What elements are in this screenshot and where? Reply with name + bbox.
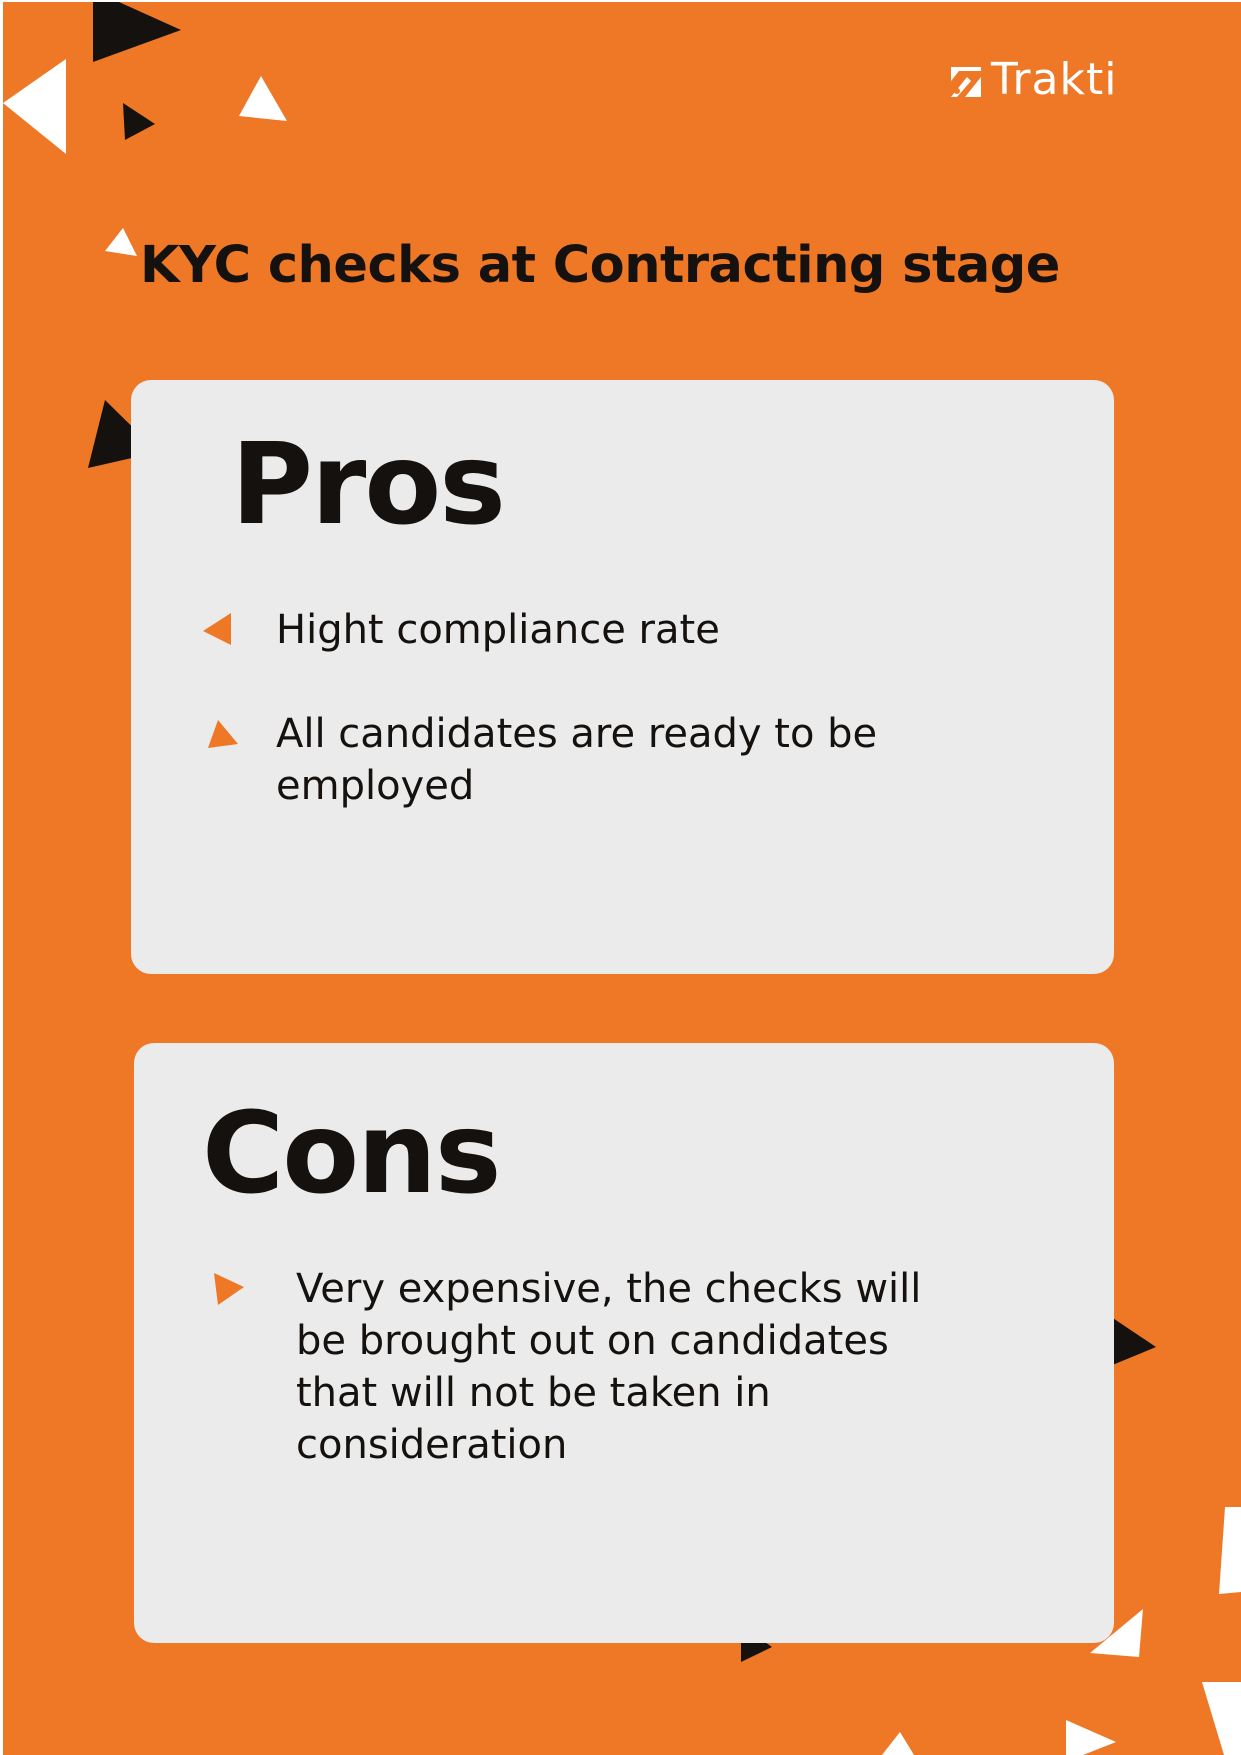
triangle-bullet-icon xyxy=(201,611,233,647)
trakti-logo xyxy=(947,54,1117,105)
infographic-page xyxy=(3,2,1241,1755)
cons-heading: Cons xyxy=(202,1089,500,1219)
triangle-bullet-icon xyxy=(212,1271,246,1307)
page-title: KYC checks at Contracting stage xyxy=(140,236,1060,295)
trakti-logo-icon xyxy=(947,61,985,99)
cons-card xyxy=(134,1043,1114,1643)
cons-item: Very expensive, the checks will be brought out on candidates that will not be taken in consideration xyxy=(296,1266,922,1468)
pros-item: Hight compliance rate xyxy=(276,607,720,653)
triangle-bullet-icon xyxy=(206,718,240,750)
pros-heading: Pros xyxy=(231,420,504,550)
pros-item: All candidates are ready to be employed xyxy=(276,711,878,809)
logo-wordmark: Trakti xyxy=(991,54,1118,105)
pros-card xyxy=(131,380,1114,974)
